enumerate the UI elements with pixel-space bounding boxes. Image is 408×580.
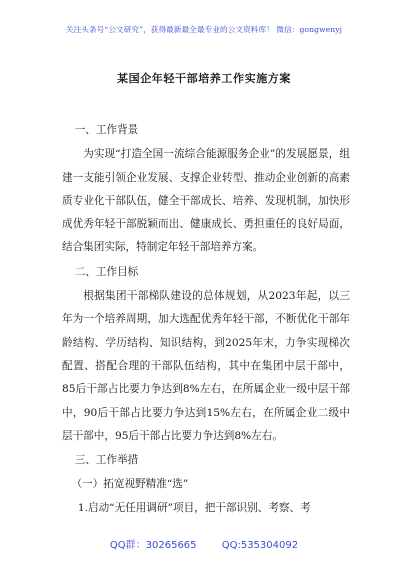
section-heading-measures: 三、工作举措 (74, 454, 139, 467)
subheading-select: （一）拓宽视野精准“选” (71, 478, 189, 491)
footer-contact (0, 536, 408, 551)
document-title: 某国企年轻干部培养工作实施方案 (117, 72, 291, 85)
header-notice: 关注头条号“公文研究”，获得最新最全最专业的公文资料库！ 微信：gongwenyj (65, 25, 343, 34)
section-heading-goals: 二、工作目标 (74, 265, 139, 278)
qq-group-label: QQ群：30265665 (109, 540, 197, 551)
list-item-research: 1.启动“无任用调研”项目，把干部识别、考察、考 (77, 501, 311, 514)
section-heading-background: 一、工作背景 (74, 124, 139, 136)
paragraph-background: 为实现“打造全国一流综合能源服务企业”的发展愿景，组建一支能引领企业发展、支撑企业转型、推动企业创新的高素质专业化干部队伍，健全干部成长、培养、发现机制，加快形成优秀年轻干部脱颖而出、健康成长、勇担重任的良好局面，结合集团实际，特制定年轻干部培养方案。 (62, 148, 350, 254)
document-body (62, 118, 350, 520)
qq-number-label: QQ:535304092 (221, 540, 299, 551)
paragraph-goals: 根据集团干部梯队建设的总体规划，从2023年起，以三年为一个培养周期，加大选配优秀年轻干部，不断优化干部年龄结构、学历结构、知识结构，到2025年末，力争实现梯次配置、搭配合理的干部队伍结构，其中在集团中层干部中，85后干部占比要力争达到8%左右，在所属企业一级中层干部中，90后干部占比要力争达到15%左右，在所属企业二级中层干部中，95后干部占比要力争达到8%左右。 (62, 290, 350, 442)
